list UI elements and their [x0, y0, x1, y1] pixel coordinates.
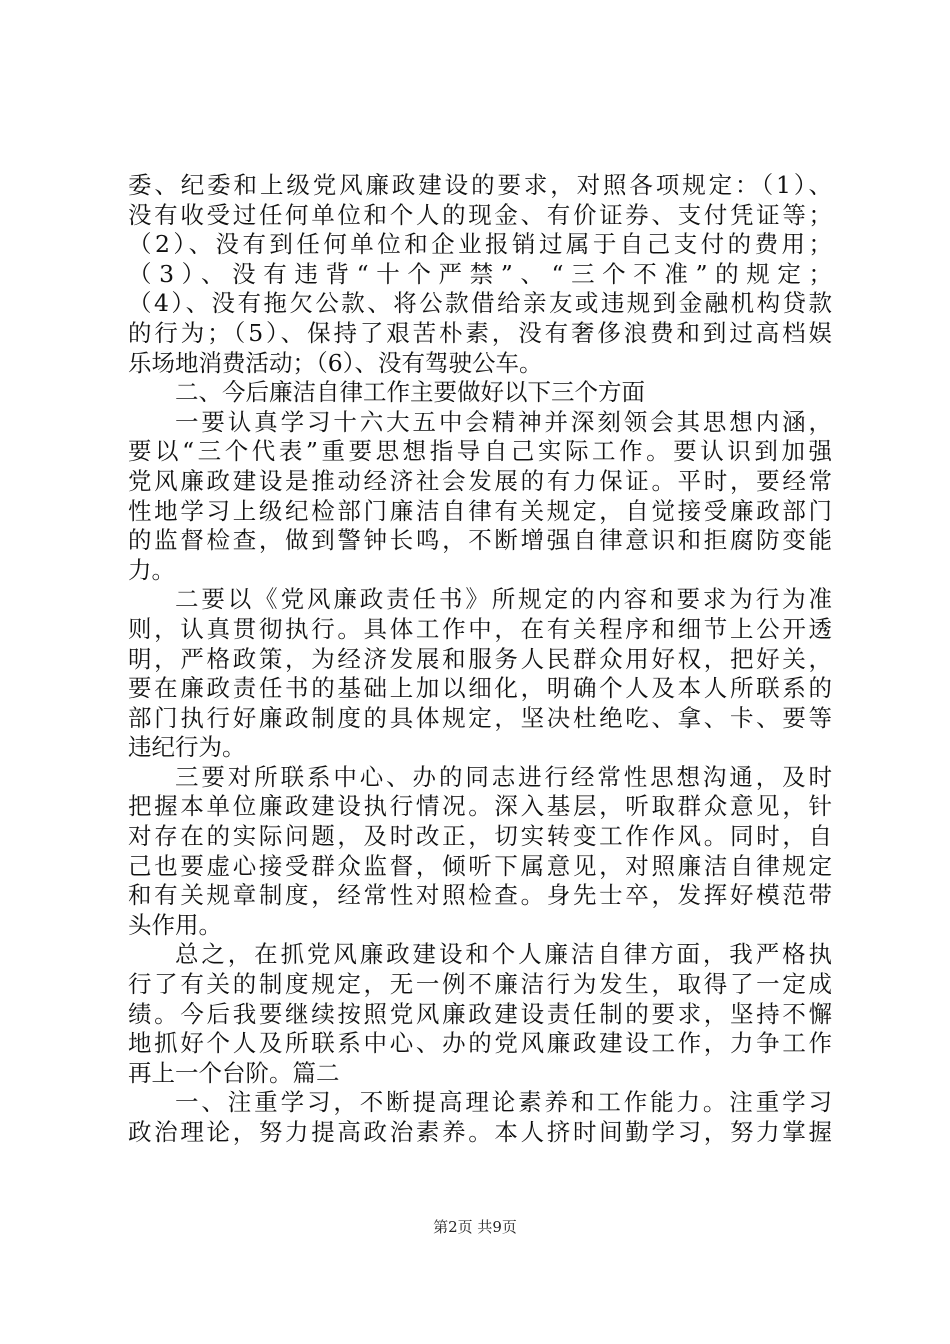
- text-line: 把握本单位廉政建设执行情况。深入基层，听取群众意见，针: [128, 792, 832, 821]
- text-line: 一、注重学习，不断提高理论素养和工作能力。注重学习: [175, 1088, 832, 1117]
- text-line: （4）、没有拖欠公款、将公款借给亲友或违规到金融机构贷款: [128, 289, 832, 318]
- text-line: 明，严格政策，为经济发展和服务人民群众用好权，把好关，: [128, 644, 832, 673]
- text-line: （2）、没有到任何单位和企业报销过属于自己支付的费用；: [128, 230, 832, 259]
- text-line: 头作用。: [128, 910, 222, 939]
- text-line: 和有关规章制度，经常性对照检查。身先士卒，发挥好模范带: [128, 881, 832, 910]
- text-line: 二、今后廉洁自律工作主要做好以下三个方面: [175, 378, 645, 407]
- page-number-footer: 第2页 共9页: [433, 1218, 517, 1236]
- text-line: 己也要虚心接受群众监督，倾听下属意见，对照廉洁自律规定: [128, 851, 832, 880]
- text-line: 没有收受过任何单位和个人的现金、有价证券、支付凭证等；: [128, 200, 832, 229]
- text-line: 要以“三个代表”重要思想指导自己实际工作。要认识到加强: [128, 437, 832, 466]
- text-line: 地抓好个人及所联系中心、办的党风廉政建设工作，力争工作: [128, 1029, 832, 1058]
- text-line: 力。: [128, 555, 175, 584]
- text-line: 对存在的实际问题，及时改正，切实转变工作作风。同时，自: [128, 822, 832, 851]
- text-line: 的监督检查，做到警钟长鸣，不断增强自律意识和拒腐防变能: [128, 526, 832, 555]
- text-line: 二要以《党风廉政责任书》所规定的内容和要求为行为准: [175, 585, 832, 614]
- text-line: 违纪行为。: [128, 733, 246, 762]
- text-line: 党风廉政建设是推动经济社会发展的有力保证。平时，要经常: [128, 466, 832, 495]
- text-line: 则，认真贯彻执行。具体工作中，在有关程序和细节上公开透: [128, 614, 832, 643]
- document-body: [128, 171, 832, 1148]
- text-line: 性地学习上级纪检部门廉洁自律有关规定，自觉接受廉政部门: [128, 496, 832, 525]
- text-line: 部门执行好廉政制度的具体规定，坚决杜绝吃、拿、卡、要等: [128, 703, 832, 732]
- text-line: 要在廉政责任书的基础上加以细化，明确个人及本人所联系的: [128, 674, 832, 703]
- text-line: 的行为；（5）、保持了艰苦朴素，没有奢侈浪费和到过高档娱: [128, 318, 832, 347]
- text-line: 绩。今后我要继续按照党风廉政建设责任制的要求，坚持不懈: [128, 999, 832, 1028]
- text-line: 委、纪委和上级党风廉政建设的要求，对照各项规定：（1）、: [128, 171, 832, 199]
- text-line: 再上一个台阶。篇二: [128, 1058, 340, 1087]
- text-line: （3）、没有违背“十个严禁”、“三个不准”的规定；: [128, 259, 832, 288]
- text-line: 行了有关的制度规定，无一例不廉洁行为发生，取得了一定成: [128, 970, 832, 999]
- text-line: 乐场地消费活动；（6）、没有驾驶公车。: [128, 348, 543, 377]
- text-line: 三要对所联系中心、办的同志进行经常性思想沟通，及时: [175, 762, 832, 791]
- text-line: 总之，在抓党风廉政建设和个人廉洁自律方面，我严格执: [175, 940, 832, 969]
- text-line: 政治理论，努力提高政治素养。本人挤时间勤学习，努力掌握: [128, 1118, 832, 1146]
- text-line: 一要认真学习十六大五中会精神并深刻领会其思想内涵，: [175, 407, 832, 436]
